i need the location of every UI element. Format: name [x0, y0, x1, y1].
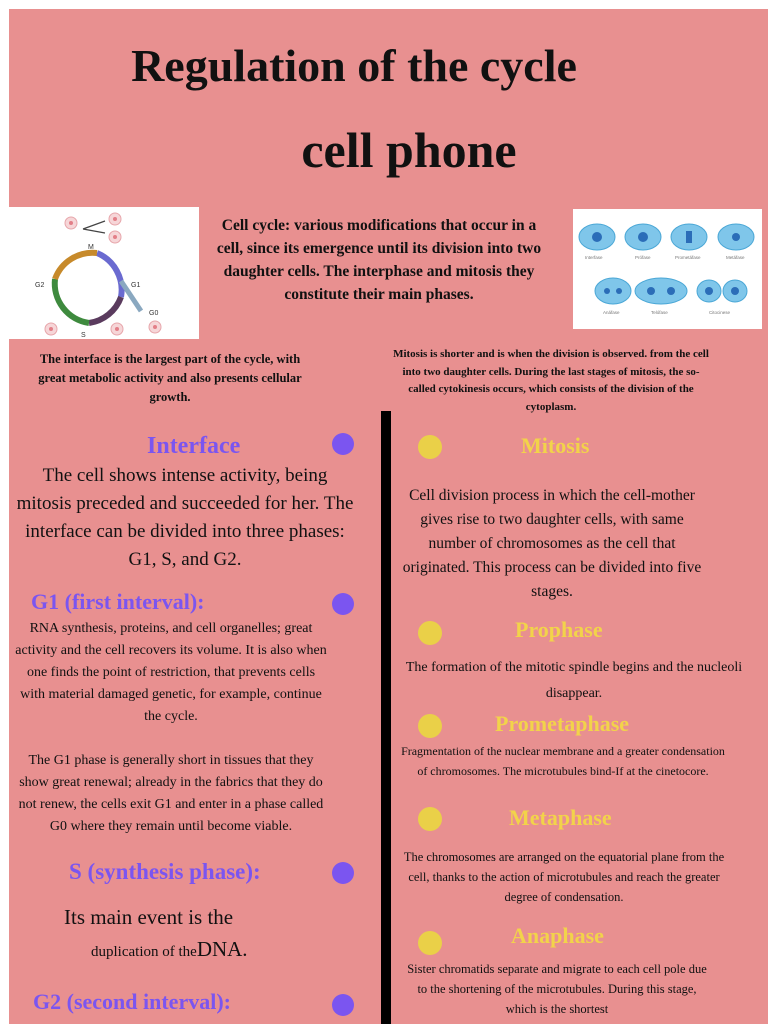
phase-label-telofase: Telófase — [651, 310, 668, 315]
metaphase-bullet — [418, 807, 442, 831]
cycle-label-g0: G0 — [149, 310, 159, 317]
phase-label-anafase: Anáfase — [603, 310, 620, 315]
s-text-dna: DNA. — [196, 937, 248, 961]
prometaphase-text: Fragmentation of the nuclear membrane and a greater condensation of chromosomes. The microtubules bind-If at the cinetocore. — [401, 744, 725, 778]
cycle-label-g1: G1 — [131, 282, 141, 289]
g1-heading: G1 (first interval): — [31, 589, 205, 614]
cycle-label-g2: G2 — [35, 282, 45, 289]
interface-heading: Interface — [147, 433, 241, 459]
metaphase-text: The chromosomes are arranged on the equatorial plane from the cell, thanks to the action of microtubules and reach the greater degree of condensation. — [403, 850, 725, 904]
mitosis-phases-image — [573, 209, 762, 329]
g2-bullet — [332, 994, 354, 1016]
g2-heading: G2 (second interval): — [33, 989, 231, 1014]
cycle-label-m: M — [88, 244, 94, 251]
mitosis-note: Mitosis is shorter and is when the division is observed. from the cell into two daughter cells. During the last stages of mitosis, the so-called cytokinesis occurs, which consists of the division of the cytoplasm. — [393, 348, 709, 413]
interface-text: The cell shows intense activity, being mitosis preceded and succeeded for her. The interface can be divided into three phases: G1, S, and G2. — [16, 465, 354, 570]
interface-bullet — [332, 433, 354, 455]
g1-bullet — [332, 593, 354, 615]
g1-text-2: The G1 phase is generally short in tissues that they show great renewal; already in the fabrics that they do not renew, the cells exit G1 and enter in a phase called G0 where they remain until become viable. — [18, 753, 324, 834]
phase-label-interfase: Interfase — [585, 255, 603, 260]
phase-label-prometafase: Prometáfase — [675, 255, 701, 260]
prophase-bullet — [418, 621, 442, 645]
s-text-b — [91, 937, 248, 962]
poster — [9, 9, 768, 1024]
mitosis-heading: Mitosis — [521, 433, 590, 458]
page-title-line-2: cell phone — [301, 122, 517, 178]
intro-text: Cell cycle: various modifications that occur in a cell, since its emergence until its division into two daughter cells. The interphase and mitosis they constitute their main phases. — [216, 217, 542, 303]
mitosis-bullet — [418, 435, 442, 459]
phase-label-metafase: Metáfase — [726, 255, 745, 260]
mitosis-text: Cell division process in which the cell-mother gives rise to two daughter cells, with same number of chromosomes as the cell that originated. This process can be divided into five stages. — [402, 487, 702, 600]
s-text-a: Its main event is the — [64, 905, 234, 929]
cycle-label-s: S — [81, 332, 86, 339]
page-title-line-1: Regulation of the cycle — [131, 40, 577, 91]
prophase-heading: Prophase — [515, 617, 603, 642]
prometaphase-heading: Prometaphase — [495, 711, 630, 736]
column-divider — [381, 411, 391, 1024]
interface-note: The interface is the largest part of the cycle, with great metabolic activity and also presents cellular growth. — [38, 352, 302, 404]
phase-label-citocinese: Citocinese — [709, 310, 731, 315]
prometaphase-bullet — [418, 714, 442, 738]
cell-cycle-diagram — [9, 207, 199, 339]
anaphase-heading: Anaphase — [511, 923, 604, 948]
metaphase-heading: Metaphase — [509, 805, 612, 830]
s-bullet — [332, 862, 354, 884]
g1-text-1: RNA synthesis, proteins, and cell organelles; great activity and the cell recovers its volume. It is also when one finds the point of restriction, that prevents cells with material damaged genetic, for example, continue the cycle. — [15, 621, 327, 724]
phase-label-profase: Prófase — [635, 255, 651, 260]
anaphase-bullet — [418, 931, 442, 955]
s-heading: S (synthesis phase): — [69, 859, 261, 884]
prophase-text: The formation of the mitotic spindle begins and the nucleoli disappear. — [405, 660, 743, 701]
s-text-b-part: duplication of the — [91, 944, 197, 960]
anaphase-text: Sister chromatids separate and migrate to each cell pole due to the shortening of the microtubules. During this stage, which is the shortest — [407, 962, 707, 1016]
